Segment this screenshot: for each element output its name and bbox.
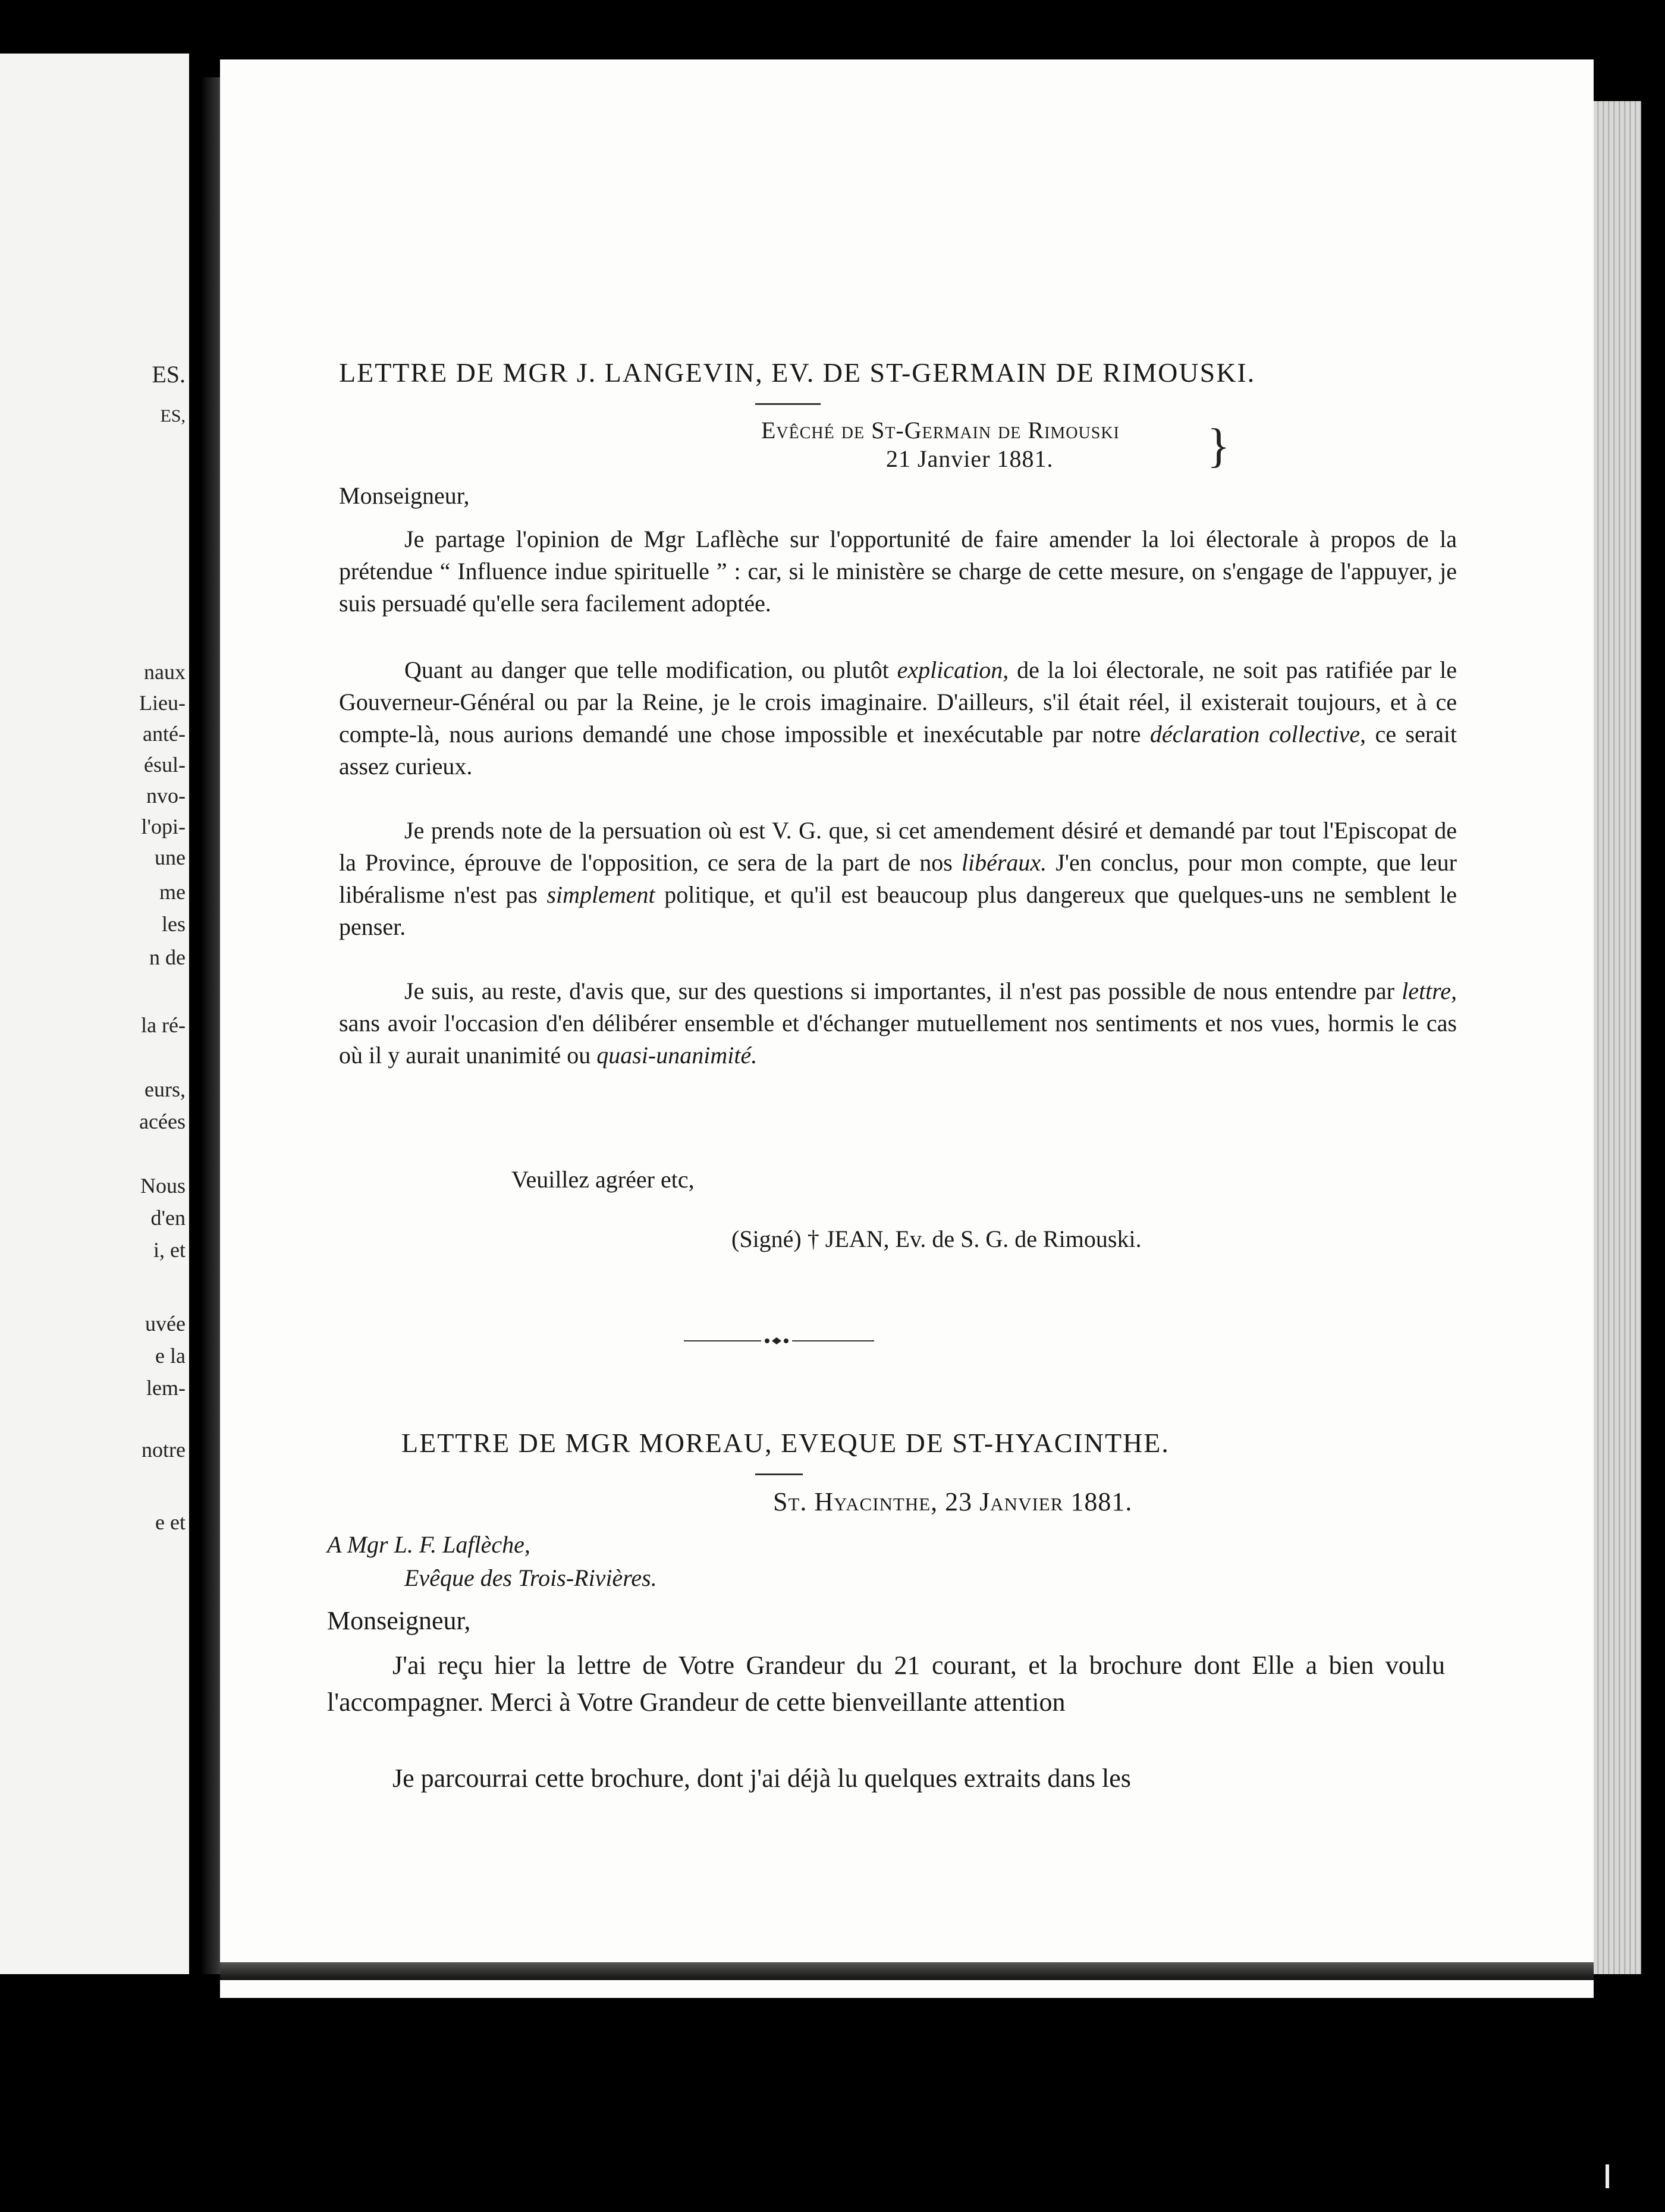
italic-run: explication, xyxy=(897,656,1009,683)
text-run: politique, et qu'il est beaucoup plus dangereux que quelques-uns ne semblent le penser. xyxy=(339,881,1457,940)
letter1-salutation: Monseigneur, xyxy=(339,482,470,509)
left-fragment: l'opi- xyxy=(141,815,186,838)
ornament-icon xyxy=(684,1332,874,1350)
left-fragment: i, et xyxy=(153,1238,186,1262)
left-fragment: acées xyxy=(139,1110,186,1133)
left-fragment: uvée xyxy=(145,1312,186,1336)
text-run: J'en conclus, pour mon compte, que leur libéralisme n'est pas xyxy=(339,849,1457,908)
left-fragment: ésul- xyxy=(144,753,186,777)
letter2-address-line-2: Evêque des Trois-Rivières. xyxy=(404,1564,657,1591)
letter1-signature: (Signé) † JEAN, Ev. de S. G. de Rimouski. xyxy=(731,1226,1142,1252)
main-page xyxy=(220,59,1594,1998)
left-fragment: la ré- xyxy=(141,1013,186,1037)
text-run: Je suis, au reste, d'avis que, sur des questions si importantes, il n'est pas possible de nous entendre par xyxy=(404,978,1394,1004)
left-fragment: d'en xyxy=(150,1206,186,1230)
left-fragment: Nous xyxy=(140,1174,186,1198)
letter2-paragraph-1: J'ai reçu hier la lettre de Votre Grandeur du 21 courant, et la brochure dont Elle a bien voulu l'accompagner. Merci à Votre Grandeur de cette bienveillante attention xyxy=(327,1651,1445,1717)
left-fragment: e et xyxy=(155,1510,186,1534)
left-fragment: Lieu- xyxy=(139,691,186,715)
letter1-paragraph-4 xyxy=(339,975,1457,1072)
letter1-date: 21 Janvier 1881. xyxy=(886,445,1054,472)
letter1-paragraph-1: Je partage l'opinion de Mgr Laflèche sur l'opportunité de faire amender la loi électorale à propos de la prétendue “ Influence indue spirituelle ” : car, si le ministère se charge de cette mesure, on s'engage de l'appuyer, je suis persuadé qu'elle sera facilement adoptée. xyxy=(339,526,1457,617)
left-fragment: notre xyxy=(142,1438,186,1462)
text-run: Je prends note de la persuation où est V. G. que, si cet amendement désiré et demandé par tout l'Episcopat de la Province, éprouve de l'opposition, ce sera de la part de nos xyxy=(339,817,1457,876)
letter2-dateline: St. Hyacinthe, 23 Janvier 1881. xyxy=(773,1487,1133,1516)
text-run: ce serait assez curieux. xyxy=(339,721,1457,780)
italic-run: lettre, xyxy=(1402,978,1457,1004)
left-fragment: n de xyxy=(149,945,186,969)
italic-run: déclaration collective, xyxy=(1149,721,1366,747)
left-fragment: ES, xyxy=(160,406,186,426)
ornament-divider xyxy=(684,1332,874,1353)
edge-mark xyxy=(1606,2164,1609,2188)
brace-icon: } xyxy=(1207,420,1230,472)
heading-rule xyxy=(755,403,821,405)
left-fragment: eurs, xyxy=(144,1077,186,1101)
page-edge-stack xyxy=(1594,101,1641,1974)
text-run: Quant au danger que telle modification, ou plutôt xyxy=(404,656,889,683)
left-fragment: naux xyxy=(144,660,186,684)
bottom-shadow xyxy=(220,1962,1594,1980)
left-fragment: une xyxy=(155,846,186,869)
letter1-heading: LETTRE DE MGR J. LANGEVIN, EV. DE ST-GERMAIN DE RIMOUSKI. xyxy=(339,357,1256,388)
letter1-closing: Veuillez agréer etc, xyxy=(511,1166,695,1193)
letter1-paragraph-3 xyxy=(339,815,1457,943)
italic-run: quasi-unanimité. xyxy=(596,1042,758,1069)
text-run: sans avoir l'occasion d'en délibérer ensemble et d'échanger mutuellement nos sentiments et nos vues, hormis le cas où il y aurait unanimité ou xyxy=(339,1010,1457,1069)
left-fragment: e la xyxy=(155,1344,186,1368)
gutter-shadow xyxy=(202,77,220,1974)
heading-rule xyxy=(755,1473,803,1475)
left-fragment: anté- xyxy=(143,722,186,746)
letter2-paragraph-2: Je parcourrai cette brochure, dont j'ai déjà lu quelques extraits dans les xyxy=(392,1764,1131,1793)
letter1-place: Evêché de St-Germain de Rimouski xyxy=(761,417,1120,444)
left-page xyxy=(0,54,189,1974)
italic-run: libéraux. xyxy=(961,849,1047,876)
italic-run: simplement xyxy=(546,881,655,908)
letter1-paragraph-2 xyxy=(339,654,1457,783)
left-fragment: les xyxy=(162,912,186,936)
left-fragment: me xyxy=(159,880,186,904)
letter2-salutation: Monseigneur, xyxy=(327,1606,471,1635)
left-fragment: ES. xyxy=(152,361,186,388)
text-run: de la loi électorale, ne soit pas ratifiée par le Gouverneur-Général ou par la Reine, je le crois imaginaire. D'ailleurs, s'il était réel, il existerait toujours, et à ce compte-là, nous aurions demandé une chose impossible et inexécutable par notre xyxy=(339,656,1457,747)
left-fragment: lem- xyxy=(146,1376,186,1400)
letter2-address-line-1: A Mgr L. F. Laflèche, xyxy=(327,1531,530,1558)
left-fragment: nvo- xyxy=(146,784,186,807)
letter2-heading: LETTRE DE MGR MOREAU, EVEQUE DE ST-HYACINTHE. xyxy=(401,1428,1170,1458)
